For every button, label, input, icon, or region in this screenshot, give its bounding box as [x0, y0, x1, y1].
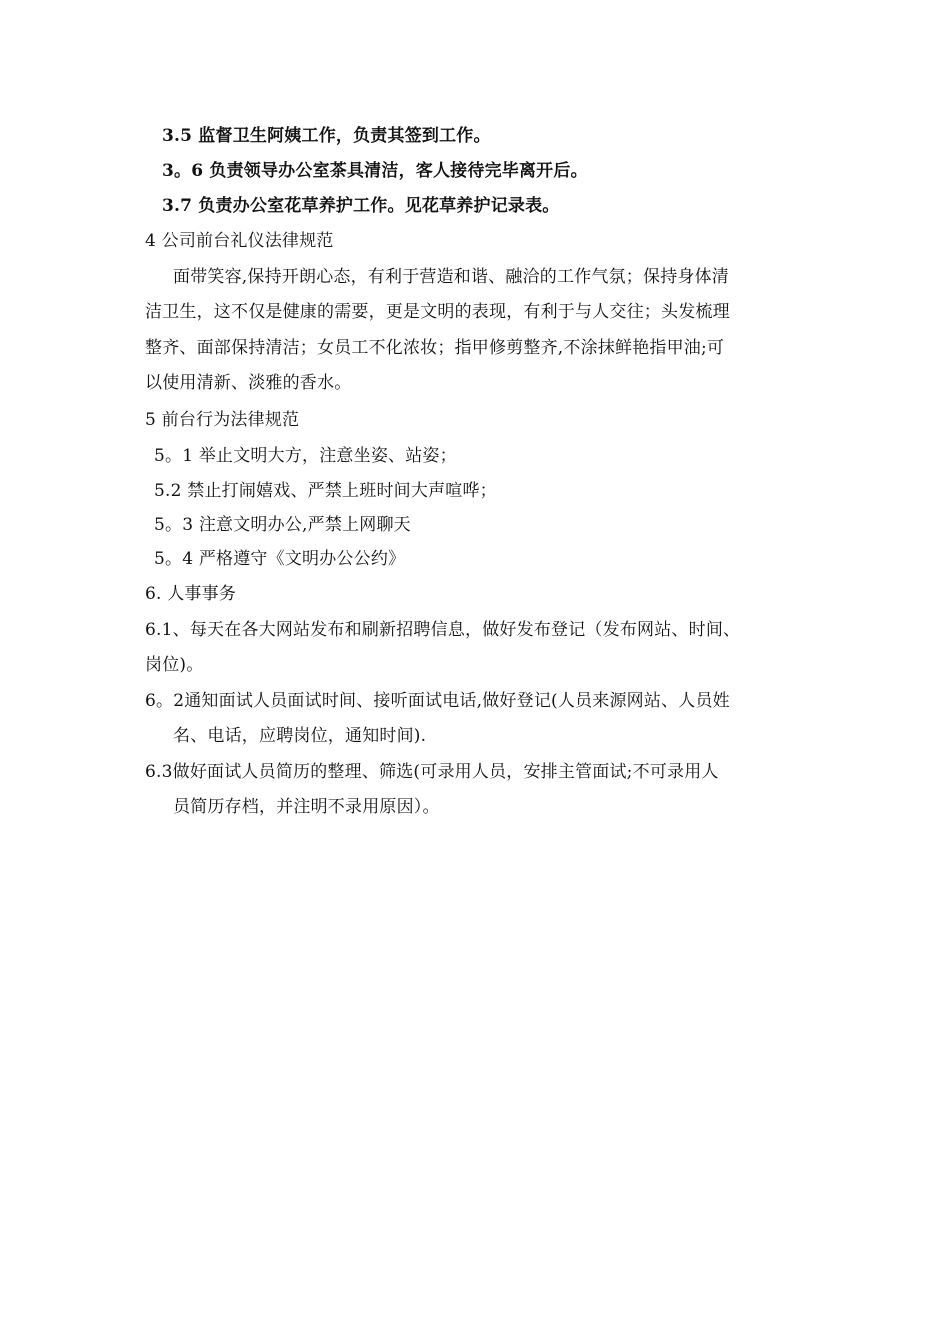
section-4-heading: 4 公司前台礼仪法律规范 [145, 231, 334, 251]
item-3-5: 3.5 监督卫生阿姨工作，负责其签到工作。 [162, 126, 491, 146]
item-5-3: 5。3 注意文明办公,严禁上网聊天 [154, 515, 411, 535]
section-5-heading: 5 前台行为法律规范 [145, 410, 300, 430]
item-6-3-line-2: 员简历存档，并注明不录用原因）。 [173, 797, 440, 817]
item-6-2-line-1: 6。2通知面试人员面试时间、接听面试电话,做好登记(人员来源网站、人员姓 [145, 691, 730, 711]
item-6-1-line-2: 岗位)。 [145, 655, 204, 675]
section-6-heading: 6. 人事事务 [145, 584, 237, 604]
item-5-2: 5.2 禁止打闹嬉戏、严禁上班时间大声喧哗； [154, 481, 497, 501]
section-4-paragraph-line-3: 整齐、面部保持清洁；女员工不化浓妆；指甲修剪整齐,不涂抹鲜艳指甲油;可 [145, 338, 725, 358]
section-4-paragraph-line-1: 面带笑容,保持开朗心态，有利于营造和谐、融洽的工作气氛；保持身体清 [173, 267, 730, 287]
section-4-paragraph-line-4: 以使用清新、淡雅的香水。 [145, 373, 352, 393]
item-6-3-line-1: 6.3做好面试人员简历的整理、筛选(可录用人员，安排主管面试;不可录用人 [145, 762, 719, 782]
item-6-1-line-1: 6.1、每天在各大网站发布和刷新招聘信息，做好发布登记（发布网站、时间、 [145, 620, 741, 640]
item-3-7: 3.7 负责办公室花草养护工作。见花草养护记录表。 [162, 196, 560, 216]
item-6-2-line-2: 名、电话，应聘岗位，通知时间). [173, 726, 427, 746]
section-4-paragraph-line-2: 洁卫生，这不仅是健康的需要，更是文明的表现，有利于与人交往；头发梳理 [145, 302, 730, 322]
item-5-4: 5。4 严格遵守《文明办公公约》 [154, 549, 406, 569]
item-3-6: 3。6 负责领导办公室茶具清洁，客人接待完毕离开后。 [162, 161, 588, 181]
item-5-1: 5。1 举止文明大方，注意坐姿、站姿； [154, 446, 457, 466]
